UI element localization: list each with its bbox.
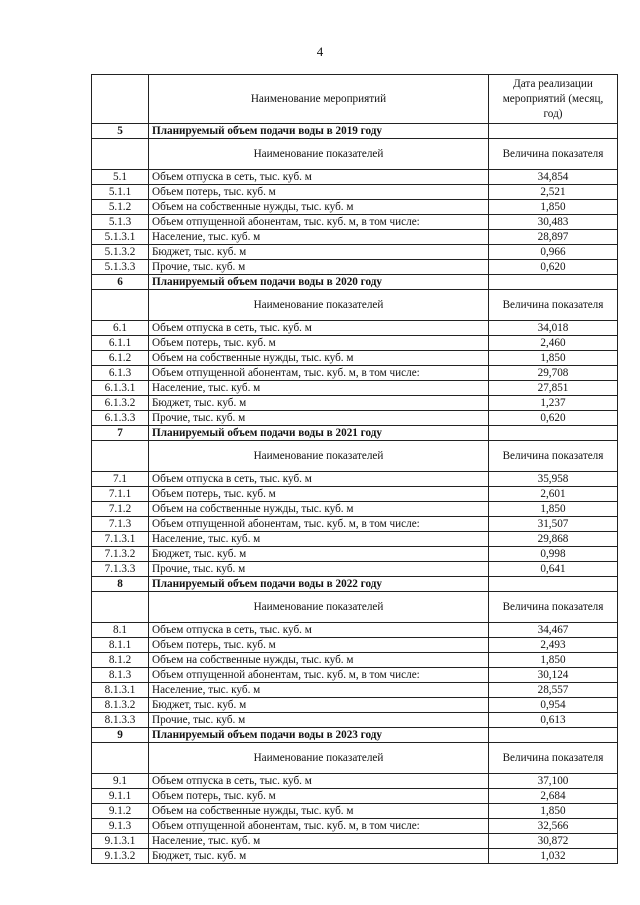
section-empty-cell (489, 728, 618, 743)
table-row (92, 834, 618, 849)
section-number: 9 (92, 728, 149, 743)
row-indicator-value: 31,507 (489, 517, 618, 532)
row-number: 5.1.3.3 (92, 260, 149, 275)
row-indicator-name: Объем отпущенной абонентам, тыс. куб. м, в том числе: (149, 215, 489, 230)
table-row (92, 381, 618, 396)
table-row (92, 698, 618, 713)
row-indicator-name: Население, тыс. куб. м (149, 834, 489, 849)
row-indicator-name: Объем потерь, тыс. куб. м (149, 185, 489, 200)
table-row (92, 245, 618, 260)
row-indicator-value: 2,521 (489, 185, 618, 200)
row-indicator-name: Объем на собственные нужды, тыс. куб. м (149, 804, 489, 819)
row-indicator-value: 2,601 (489, 487, 618, 502)
table-row (92, 200, 618, 215)
row-indicator-name: Объем потерь, тыс. куб. м (149, 487, 489, 502)
row-indicator-name: Объем отпущенной абонентам, тыс. куб. м, в том числе: (149, 668, 489, 683)
subheader-indicator-value: Величина показателя (489, 441, 618, 472)
row-indicator-name: Объем отпущенной абонентам, тыс. куб. м, в том числе: (149, 366, 489, 381)
section-subheader-row (92, 592, 618, 623)
row-indicator-name: Объем отпуска в сеть, тыс. куб. м (149, 774, 489, 789)
water-supply-table (91, 74, 618, 864)
row-number: 6.1.1 (92, 336, 149, 351)
row-indicator-name: Прочие, тыс. куб. м (149, 260, 489, 275)
row-indicator-name: Объем потерь, тыс. куб. м (149, 789, 489, 804)
table-row (92, 351, 618, 366)
table-row (92, 411, 618, 426)
row-indicator-value: 0,966 (489, 245, 618, 260)
row-number: 9.1.2 (92, 804, 149, 819)
row-number: 7.1.2 (92, 502, 149, 517)
row-number: 8.1.1 (92, 638, 149, 653)
row-indicator-value: 1,850 (489, 804, 618, 819)
row-indicator-value: 2,460 (489, 336, 618, 351)
row-indicator-name: Объем отпущенной абонентам, тыс. куб. м, в том числе: (149, 517, 489, 532)
section-title: Планируемый объем подачи воды в 2023 году (149, 728, 489, 743)
table-row (92, 713, 618, 728)
row-indicator-value: 34,018 (489, 321, 618, 336)
row-indicator-value: 30,124 (489, 668, 618, 683)
row-indicator-value: 0,998 (489, 547, 618, 562)
table-row (92, 774, 618, 789)
table-row (92, 517, 618, 532)
row-indicator-value: 2,684 (489, 789, 618, 804)
section-subheader-row (92, 139, 618, 170)
table-row (92, 396, 618, 411)
row-indicator-name: Объем отпуска в сеть, тыс. куб. м (149, 472, 489, 487)
row-indicator-name: Объем отпуска в сеть, тыс. куб. м (149, 170, 489, 185)
header-cell-number (92, 75, 149, 124)
subheader-indicator-name: Наименование показателей (149, 592, 489, 623)
section-title-row (92, 426, 618, 441)
row-indicator-value: 34,854 (489, 170, 618, 185)
row-indicator-name: Объем на собственные нужды, тыс. куб. м (149, 351, 489, 366)
row-indicator-value: 30,872 (489, 834, 618, 849)
section-title-row (92, 124, 618, 139)
section-empty-cell (489, 275, 618, 290)
row-indicator-value: 0,641 (489, 562, 618, 577)
section-number: 6 (92, 275, 149, 290)
table-row (92, 170, 618, 185)
row-indicator-value: 27,851 (489, 381, 618, 396)
row-indicator-name: Население, тыс. куб. м (149, 532, 489, 547)
table-row (92, 487, 618, 502)
subheader-empty-cell (92, 592, 149, 623)
row-indicator-name: Бюджет, тыс. куб. м (149, 547, 489, 562)
section-title: Планируемый объем подачи воды в 2022 году (149, 577, 489, 592)
table-row (92, 215, 618, 230)
row-indicator-name: Объем на собственные нужды, тыс. куб. м (149, 502, 489, 517)
row-number: 5.1.2 (92, 200, 149, 215)
row-indicator-value: 2,493 (489, 638, 618, 653)
section-empty-cell (489, 577, 618, 592)
section-empty-cell (489, 124, 618, 139)
table-row (92, 638, 618, 653)
row-indicator-value: 0,954 (489, 698, 618, 713)
row-indicator-value: 0,620 (489, 411, 618, 426)
row-number: 6.1.3.2 (92, 396, 149, 411)
row-indicator-value: 0,613 (489, 713, 618, 728)
row-number: 8.1.2 (92, 653, 149, 668)
row-indicator-value: 1,850 (489, 653, 618, 668)
row-indicator-value: 0,620 (489, 260, 618, 275)
table-row (92, 819, 618, 834)
row-indicator-name: Население, тыс. куб. м (149, 683, 489, 698)
row-number: 5.1 (92, 170, 149, 185)
row-indicator-name: Прочие, тыс. куб. м (149, 713, 489, 728)
table-row (92, 472, 618, 487)
section-subheader-row (92, 743, 618, 774)
row-indicator-name: Прочие, тыс. куб. м (149, 562, 489, 577)
row-number: 6.1.3.1 (92, 381, 149, 396)
section-number: 5 (92, 124, 149, 139)
table-row (92, 260, 618, 275)
subheader-indicator-value: Величина показателя (489, 743, 618, 774)
table-row (92, 532, 618, 547)
table-row (92, 804, 618, 819)
table-row (92, 336, 618, 351)
table-row (92, 185, 618, 200)
row-indicator-name: Население, тыс. куб. м (149, 381, 489, 396)
row-number: 6.1.3 (92, 366, 149, 381)
subheader-empty-cell (92, 743, 149, 774)
row-indicator-name: Бюджет, тыс. куб. м (149, 396, 489, 411)
table-row (92, 230, 618, 245)
subheader-indicator-name: Наименование показателей (149, 441, 489, 472)
row-indicator-name: Объем отпущенной абонентам, тыс. куб. м, в том числе: (149, 819, 489, 834)
row-number: 8.1 (92, 623, 149, 638)
table-row (92, 366, 618, 381)
row-indicator-name: Бюджет, тыс. куб. м (149, 245, 489, 260)
row-number: 6.1.3.3 (92, 411, 149, 426)
table-row (92, 321, 618, 336)
row-number: 8.1.3.1 (92, 683, 149, 698)
row-number: 7.1.3.3 (92, 562, 149, 577)
section-title: Планируемый объем подачи воды в 2019 году (149, 124, 489, 139)
table-body (92, 75, 618, 864)
row-number: 5.1.3 (92, 215, 149, 230)
row-indicator-name: Объем потерь, тыс. куб. м (149, 638, 489, 653)
row-indicator-value: 37,100 (489, 774, 618, 789)
table-row (92, 789, 618, 804)
page-number: 4 (316, 44, 324, 59)
row-indicator-name: Объем отпуска в сеть, тыс. куб. м (149, 623, 489, 638)
row-number: 5.1.3.2 (92, 245, 149, 260)
row-indicator-value: 32,566 (489, 819, 618, 834)
row-indicator-value: 1,850 (489, 502, 618, 517)
row-indicator-value: 1,850 (489, 200, 618, 215)
row-number: 9.1.3.1 (92, 834, 149, 849)
section-title: Планируемый объем подачи воды в 2021 году (149, 426, 489, 441)
row-indicator-value: 29,868 (489, 532, 618, 547)
subheader-indicator-name: Наименование показателей (149, 290, 489, 321)
subheader-indicator-value: Величина показателя (489, 139, 618, 170)
row-indicator-value: 34,467 (489, 623, 618, 638)
subheader-indicator-name: Наименование показателей (149, 139, 489, 170)
subheader-empty-cell (92, 441, 149, 472)
subheader-indicator-value: Величина показателя (489, 290, 618, 321)
row-indicator-name: Объем на собственные нужды, тыс. куб. м (149, 200, 489, 215)
row-number: 9.1.3 (92, 819, 149, 834)
subheader-indicator-name: Наименование показателей (149, 743, 489, 774)
row-number: 9.1.3.2 (92, 849, 149, 864)
table-row (92, 547, 618, 562)
section-number: 8 (92, 577, 149, 592)
table-header-row (92, 75, 618, 124)
table-row (92, 623, 618, 638)
row-number: 7.1 (92, 472, 149, 487)
row-number: 7.1.3.1 (92, 532, 149, 547)
section-title-row (92, 728, 618, 743)
subheader-empty-cell (92, 290, 149, 321)
row-number: 6.1.2 (92, 351, 149, 366)
row-indicator-value: 29,708 (489, 366, 618, 381)
row-indicator-value: 1,850 (489, 351, 618, 366)
subheader-empty-cell (92, 139, 149, 170)
row-number: 6.1 (92, 321, 149, 336)
row-number: 8.1.3.3 (92, 713, 149, 728)
row-number: 7.1.1 (92, 487, 149, 502)
row-indicator-name: Объем отпуска в сеть, тыс. куб. м (149, 321, 489, 336)
row-indicator-value: 30,483 (489, 215, 618, 230)
row-indicator-name: Объем потерь, тыс. куб. м (149, 336, 489, 351)
section-title-row (92, 275, 618, 290)
section-subheader-row (92, 290, 618, 321)
row-indicator-name: Прочие, тыс. куб. м (149, 411, 489, 426)
row-number: 5.1.1 (92, 185, 149, 200)
section-title-row (92, 577, 618, 592)
row-number: 5.1.3.1 (92, 230, 149, 245)
table-row (92, 849, 618, 864)
row-number: 9.1 (92, 774, 149, 789)
row-indicator-value: 28,897 (489, 230, 618, 245)
row-indicator-name: Бюджет, тыс. куб. м (149, 849, 489, 864)
table-row (92, 502, 618, 517)
row-number: 9.1.1 (92, 789, 149, 804)
subheader-indicator-value: Величина показателя (489, 592, 618, 623)
section-number: 7 (92, 426, 149, 441)
row-indicator-name: Объем на собственные нужды, тыс. куб. м (149, 653, 489, 668)
row-indicator-value: 1,032 (489, 849, 618, 864)
header-cell-date: Дата реализации мероприятий (месяц, год) (489, 75, 618, 124)
row-number: 8.1.3 (92, 668, 149, 683)
section-empty-cell (489, 426, 618, 441)
row-indicator-value: 35,958 (489, 472, 618, 487)
header-cell-events: Наименование мероприятий (149, 75, 489, 124)
section-title: Планируемый объем подачи воды в 2020 году (149, 275, 489, 290)
table-row (92, 683, 618, 698)
row-indicator-value: 1,237 (489, 396, 618, 411)
table-row (92, 668, 618, 683)
row-indicator-name: Население, тыс. куб. м (149, 230, 489, 245)
table-row (92, 653, 618, 668)
row-number: 7.1.3 (92, 517, 149, 532)
section-subheader-row (92, 441, 618, 472)
row-number: 7.1.3.2 (92, 547, 149, 562)
row-number: 8.1.3.2 (92, 698, 149, 713)
table-row (92, 562, 618, 577)
row-indicator-value: 28,557 (489, 683, 618, 698)
row-indicator-name: Бюджет, тыс. куб. м (149, 698, 489, 713)
